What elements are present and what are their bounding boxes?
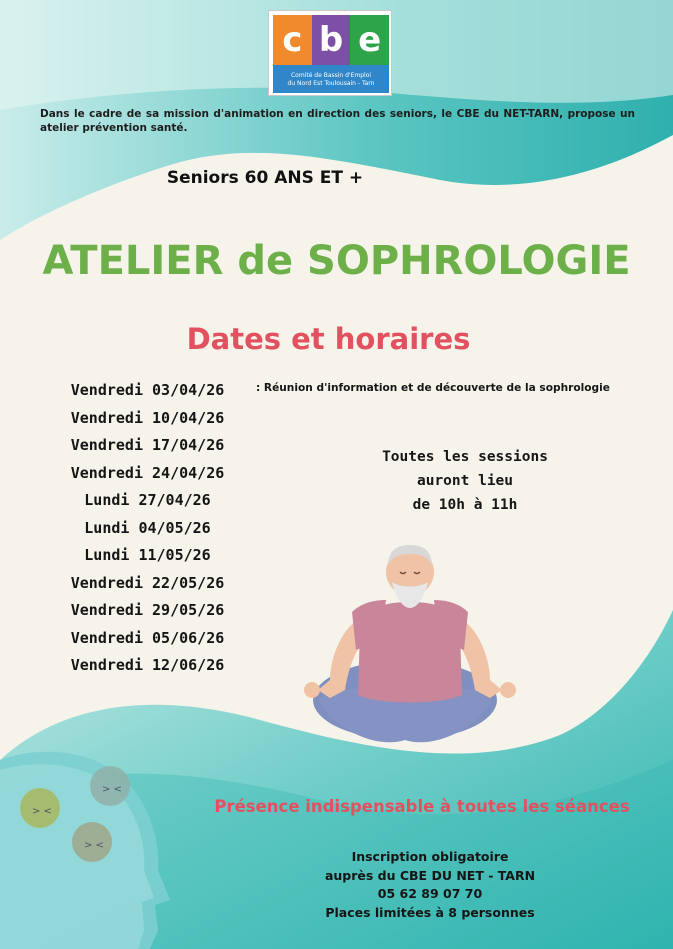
sessions-line-3: de 10h à 11h — [412, 497, 518, 513]
contact-line-4: Places limitées à 8 personnes — [325, 904, 535, 920]
date-item: Vendredi 24/04/26 — [70, 463, 225, 482]
first-date-note: : Réunion d'information et de découverte de la sophrologie — [256, 382, 610, 394]
logo-letter-b: b — [312, 15, 351, 65]
contact-phone[interactable]: 05 62 89 07 70 — [377, 886, 483, 901]
audience-label: Seniors 60 ANS ET + — [166, 168, 364, 188]
logo-line-1: Comité de Bassin d'Emploi — [290, 72, 372, 79]
date-item: Vendredi 03/04/26 — [70, 381, 225, 399]
date-item: Vendredi 17/04/26 — [70, 436, 225, 454]
intro-text: Dans le cadre de sa mission d'animation en direction des seniors, le CBE du NET-TARN, propose un atelier prévention santé. — [40, 108, 635, 134]
date-item: Vendredi 05/06/26 — [70, 628, 225, 647]
logo-line-2: du Nord Est Toulousain - Tarn — [287, 80, 375, 87]
svg-text:> <: > < — [32, 806, 52, 817]
contact-block — [280, 848, 580, 922]
date-item: Vendredi 12/06/26 — [70, 656, 225, 674]
logo-letter-e: e — [350, 15, 389, 65]
contact-line-1: Inscription obligatoire — [351, 849, 509, 864]
dates-heading: Dates et horaires — [186, 322, 471, 356]
date-item: Vendredi 10/04/26 — [70, 408, 225, 427]
date-item: Vendredi 29/05/26 — [70, 601, 225, 619]
date-item: Vendredi 22/05/26 — [70, 573, 225, 592]
logo-letter-c: c — [273, 15, 312, 65]
sessions-line-1: Toutes les sessions — [382, 449, 548, 465]
contact-line-2: auprès du CBE DU NET - TARN — [324, 867, 536, 883]
date-item: Lundi 27/04/26 — [84, 491, 211, 509]
page-title: ATELIER de SOPHROLOGIE — [42, 238, 631, 284]
presence-notice: Présence indispensable à toutes les séances — [214, 797, 630, 816]
date-item: Lundi 04/05/26 — [84, 518, 211, 537]
svg-text:> <: > < — [102, 784, 122, 795]
svg-text:> <: > < — [84, 840, 104, 851]
sessions-line-2: auront lieu — [416, 473, 514, 489]
meditating-man-illustration — [304, 545, 516, 742]
date-item: Lundi 11/05/26 — [84, 546, 211, 564]
